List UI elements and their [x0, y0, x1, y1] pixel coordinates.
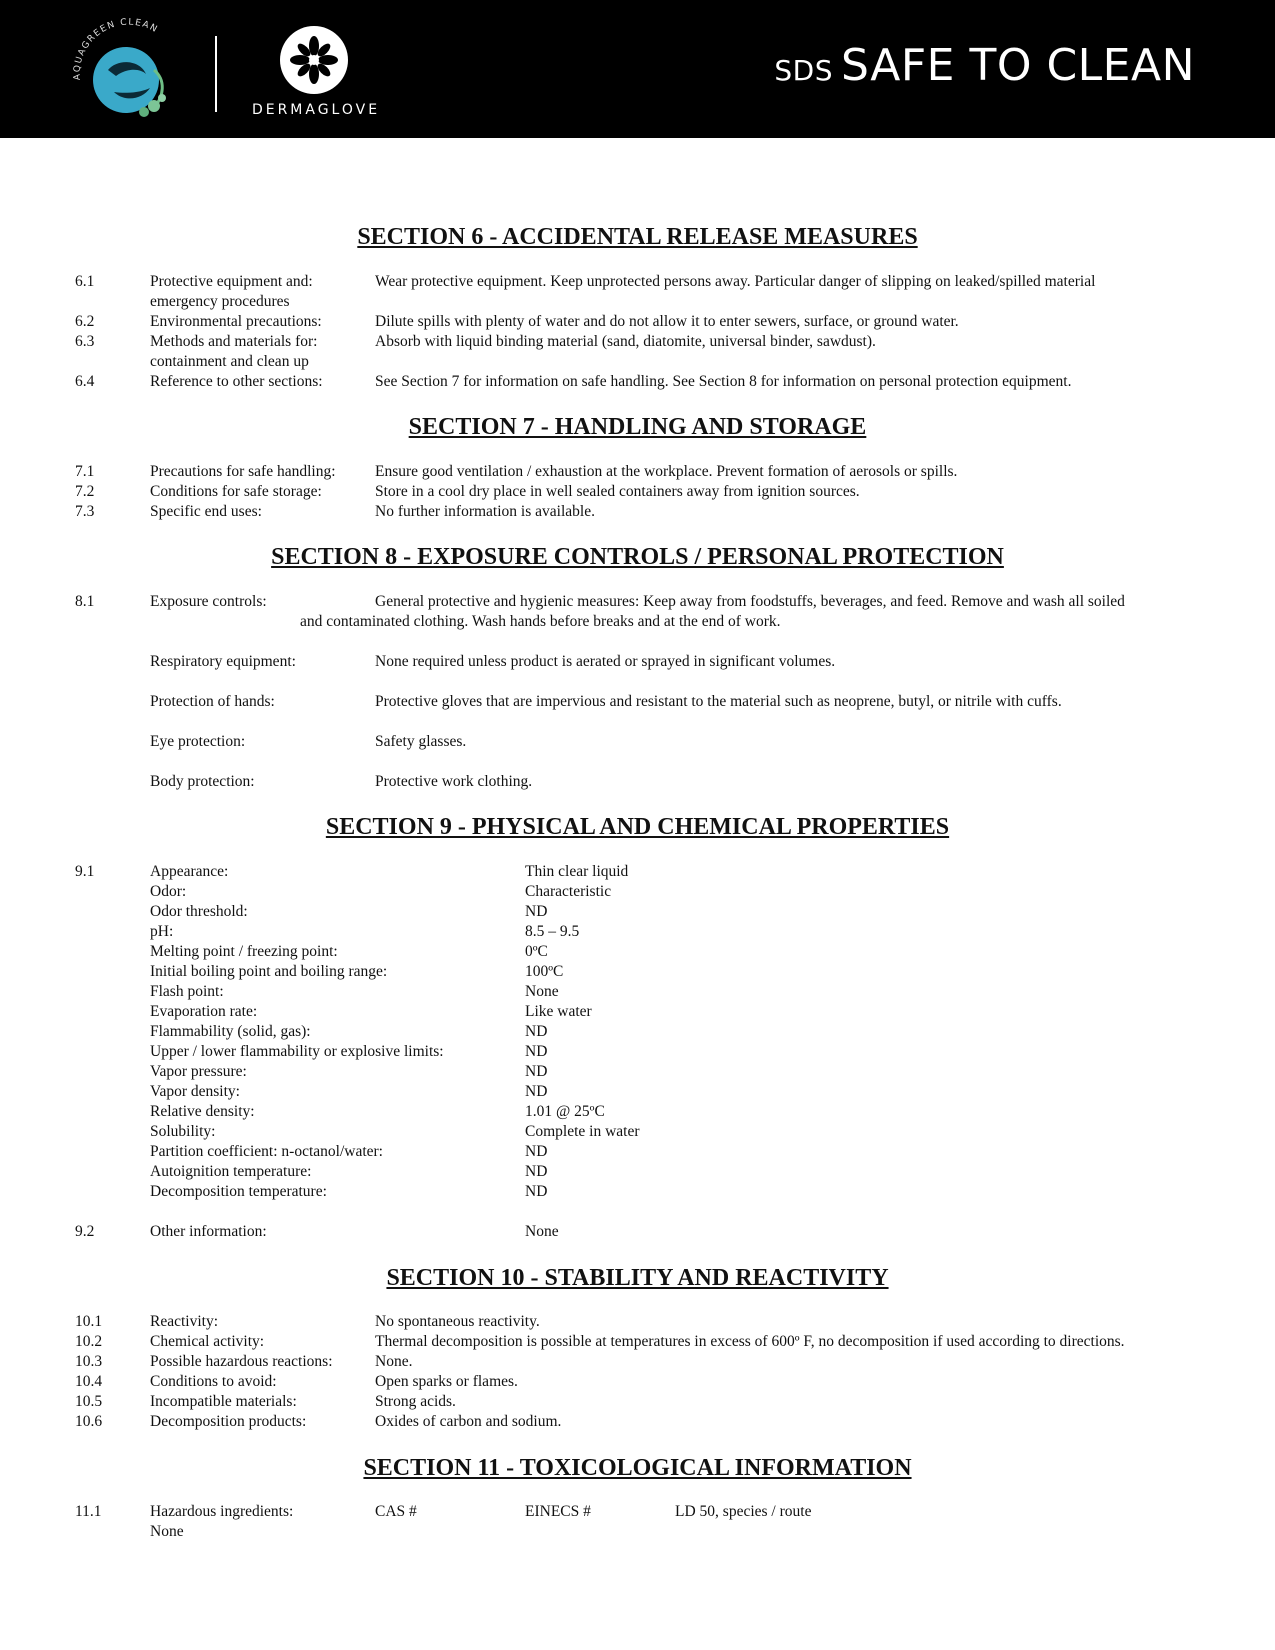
item-label: Incompatible materials:	[150, 1393, 297, 1410]
property-label: Melting point / freezing point:	[150, 943, 338, 960]
item-label: Environmental precautions:	[150, 313, 322, 330]
item-label: Possible hazardous reactions:	[150, 1353, 333, 1370]
property-value: ND	[525, 1023, 548, 1040]
property-value: ND	[525, 903, 548, 920]
item-number: 8.1	[75, 593, 95, 610]
property-value: 100ºC	[525, 963, 564, 980]
item-value: Thermal decomposition is possible at temperatures in excess of 600º F, no decomposition if used according to directions.	[375, 1333, 1125, 1350]
item-number: 10.3	[75, 1353, 103, 1370]
item-label: Decomposition products:	[150, 1413, 307, 1430]
item-label: Reference to other sections:	[150, 373, 323, 390]
property-label: Vapor pressure:	[150, 1063, 247, 1080]
item-number: 10.2	[75, 1333, 103, 1350]
property-value: ND	[525, 1043, 548, 1060]
property-label: Initial boiling point and boiling range:	[150, 963, 388, 980]
item-value: None	[525, 1223, 559, 1240]
property-value: Thin clear liquid	[525, 863, 629, 880]
item-value: None required unless product is aerated or sprayed in significant volumes.	[375, 653, 836, 670]
item-number: 6.2	[75, 313, 95, 330]
property-value: Characteristic	[525, 883, 612, 900]
section-6-heading: SECTION 6 - ACCIDENTAL RELEASE MEASURES	[357, 224, 918, 250]
item-label: Protective equipment and:	[150, 273, 313, 290]
item-label: Respiratory equipment:	[150, 653, 296, 670]
section-11-heading: SECTION 11 - TOXICOLOGICAL INFORMATION	[363, 1455, 912, 1481]
property-label: Decomposition temperature:	[150, 1183, 327, 1200]
property-value: 1.01 @ 25ºC	[525, 1103, 605, 1120]
item-value-cont: and contaminated clothing. Wash hands before breaks and at the end of work.	[300, 613, 781, 630]
item-label-cont: emergency procedures	[150, 293, 290, 310]
property-value: ND	[525, 1183, 548, 1200]
item-number: 7.2	[75, 483, 95, 500]
item-number: 9.2	[75, 1223, 95, 1240]
item-value: Safety glasses.	[375, 733, 467, 750]
property-label: Evaporation rate:	[150, 1003, 258, 1020]
item-label: Conditions for safe storage:	[150, 483, 322, 500]
section-7-heading: SECTION 7 - HANDLING AND STORAGE	[408, 414, 867, 440]
item-label: Exposure controls:	[150, 593, 267, 610]
property-label: Partition coefficient: n-octanol/water:	[150, 1143, 383, 1160]
einecs-column-header: EINECS #	[525, 1503, 591, 1520]
item-value: Wear protective equipment. Keep unprotected persons away. Particular danger of slipping on leaked/spilled material	[375, 273, 1096, 290]
item-value: No spontaneous reactivity.	[375, 1313, 540, 1330]
ld50-column-header: LD 50, species / route	[675, 1503, 812, 1520]
item-value: None	[150, 1523, 184, 1540]
cas-column-header: CAS #	[375, 1503, 417, 1520]
item-label: Other information:	[150, 1223, 267, 1240]
aquagreen-brand-text: AQUAGREEN CLEAN	[72, 18, 160, 81]
item-value: Protective work clothing.	[375, 773, 533, 790]
property-value: 8.5 – 9.5	[525, 923, 580, 940]
item-value: None.	[375, 1353, 413, 1370]
property-value: ND	[525, 1063, 548, 1080]
item-number: 9.1	[75, 863, 95, 880]
dermaglove-brand-text: DERMAGLOVE	[251, 102, 381, 118]
property-label: Autoignition temperature:	[150, 1163, 312, 1180]
item-value: Ensure good ventilation / exhaustion at the workplace. Prevent formation of aerosols or spills.	[375, 463, 958, 480]
aquagreen-logo-icon	[70, 18, 188, 120]
item-value: Absorb with liquid binding material (sand, diatomite, universal binder, sawdust).	[375, 333, 876, 350]
property-value: None	[525, 983, 559, 1000]
property-value: ND	[525, 1083, 548, 1100]
item-label: Protection of hands:	[150, 693, 275, 710]
property-value: 0ºC	[525, 943, 548, 960]
item-label: Body protection:	[150, 773, 255, 790]
property-value: Like water	[525, 1003, 592, 1020]
property-label: Vapor density:	[150, 1083, 240, 1100]
property-label: pH:	[150, 923, 174, 940]
item-label: Reactivity:	[150, 1313, 219, 1330]
section-9-heading: SECTION 9 - PHYSICAL AND CHEMICAL PROPERTIES	[325, 814, 950, 840]
property-label: Flash point:	[150, 983, 224, 1000]
property-label: Relative density:	[150, 1103, 255, 1120]
item-label: Chemical activity:	[150, 1333, 265, 1350]
item-number: 6.3	[75, 333, 95, 350]
property-value: Complete in water	[525, 1123, 640, 1140]
property-label: Solubility:	[150, 1123, 216, 1140]
item-label: Conditions to avoid:	[150, 1373, 277, 1390]
item-value: See Section 7 for information on safe handling. See Section 8 for information on personal protection equipment.	[375, 373, 1072, 390]
item-value: Oxides of carbon and sodium.	[375, 1413, 562, 1430]
item-value: Strong acids.	[375, 1393, 456, 1410]
item-number: 10.1	[75, 1313, 103, 1330]
item-value: Dilute spills with plenty of water and do not allow it to enter sewers, surface, or ground water.	[375, 313, 959, 330]
item-label: Hazardous ingredients:	[150, 1503, 294, 1520]
item-number: 7.1	[75, 463, 95, 480]
header-banner	[0, 0, 1275, 138]
dermaglove-flower-icon	[278, 24, 350, 96]
property-label: Odor:	[150, 883, 187, 900]
item-value: Store in a cool dry place in well sealed containers away from ignition sources.	[375, 483, 860, 500]
property-label: Upper / lower flammability or explosive limits:	[150, 1043, 444, 1060]
document-prefix: SDS	[774, 54, 833, 87]
item-value: General protective and hygienic measures: Keep away from foodstuffs, beverages, and feed. Remove and wash all soiled	[375, 593, 1125, 610]
item-number: 6.4	[75, 373, 95, 390]
item-label: Eye protection:	[150, 733, 246, 750]
property-label: Odor threshold:	[150, 903, 248, 920]
item-label: Methods and materials for:	[150, 333, 318, 350]
item-label-cont: containment and clean up	[150, 353, 309, 370]
item-number: 6.1	[75, 273, 95, 290]
header-divider	[215, 36, 217, 112]
item-number: 7.3	[75, 503, 95, 520]
property-value: ND	[525, 1163, 548, 1180]
section-8-heading: SECTION 8 - EXPOSURE CONTROLS / PERSONAL PROTECTION	[271, 544, 1004, 570]
property-label: Appearance:	[150, 863, 229, 880]
property-label: Flammability (solid, gas):	[150, 1023, 311, 1040]
property-value: ND	[525, 1143, 548, 1160]
document-title-text: SAFE TO CLEAN	[841, 40, 1195, 91]
item-number: 10.4	[75, 1373, 103, 1390]
item-label: Precautions for safe handling:	[150, 463, 336, 480]
item-label: Specific end uses:	[150, 503, 262, 520]
item-value: Protective gloves that are impervious and resistant to the material such as neoprene, butyl, or nitrile with cuffs.	[375, 693, 1062, 710]
item-number: 11.1	[75, 1503, 102, 1520]
item-number: 10.6	[75, 1413, 103, 1430]
section-10-heading: SECTION 10 - STABILITY AND REACTIVITY	[386, 1265, 889, 1291]
document-title	[774, 40, 1195, 91]
item-number: 10.5	[75, 1393, 103, 1410]
item-value: Open sparks or flames.	[375, 1373, 518, 1390]
item-value: No further information is available.	[375, 503, 595, 520]
